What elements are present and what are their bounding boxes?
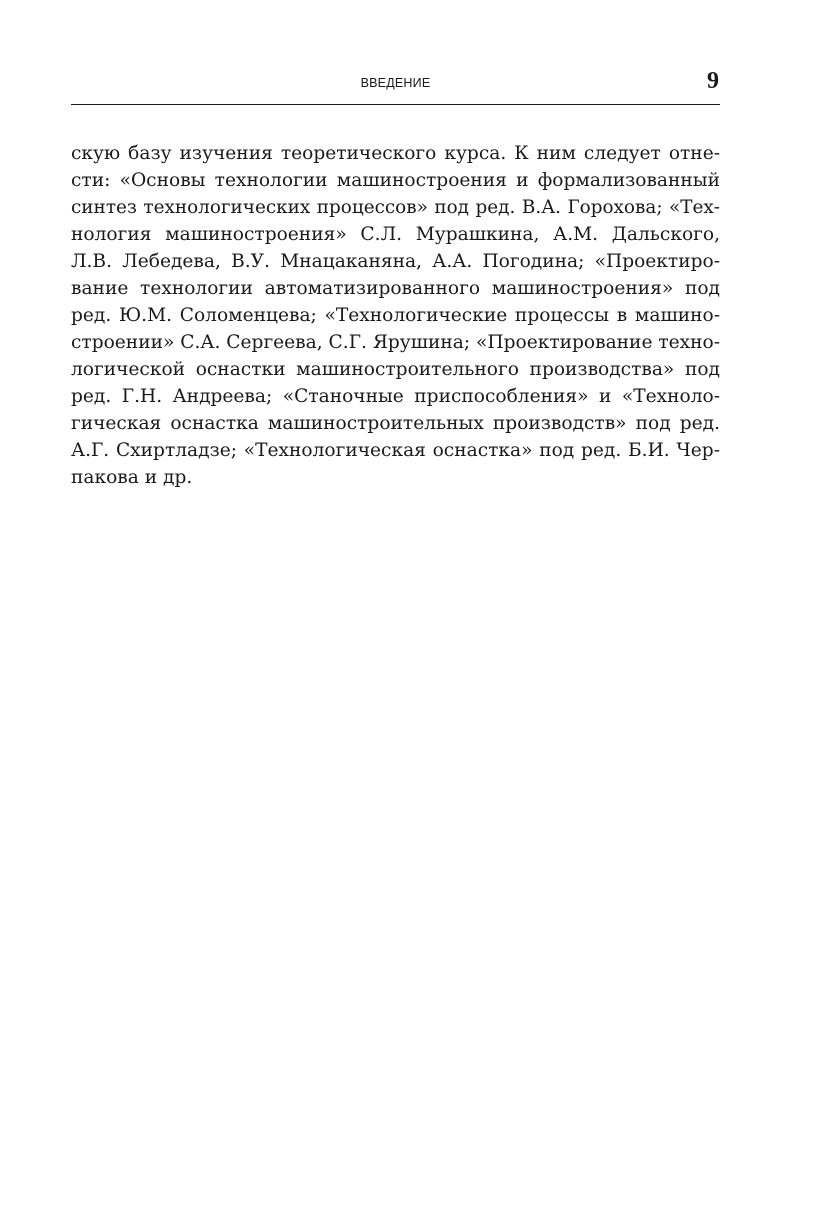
body-paragraph (71, 140, 720, 491)
text-line: синтез технологических процессов» под ред. В.А. Горохова; «Тех- (71, 197, 720, 218)
text-line: строении» С.А. Сергеева, С.Г. Ярушина; «Проектирование техно- (71, 332, 721, 353)
text-line: пакова и др. (71, 467, 193, 488)
running-header (71, 66, 720, 105)
section-title: ВВЕДЕНИЕ (360, 76, 431, 90)
text-line: скую базу изучения теоретического курса. К ним следует отне- (71, 143, 720, 164)
text-line: сти: «Основы технологии машиностроения и формализованный (71, 170, 720, 191)
text-line: Л.В. Лебедева, В.У. Мнацаканяна, А.А. Погодина; «Проектиро- (71, 251, 720, 272)
text-line: логической оснастки машиностроительного производства» под (71, 359, 720, 380)
text-line: ред. Ю.М. Соломенцева; «Технологические процессы в машино- (71, 305, 720, 326)
text-line: гическая оснастка машиностроительных производств» под ред. (71, 413, 720, 434)
text-line: нология машиностроения» С.Л. Мурашкина, А.М. Дальского, (71, 224, 720, 245)
page-number: 9 (707, 68, 719, 94)
text-line: А.Г. Схиртладзе; «Технологическая оснастка» под ред. Б.И. Чер- (71, 440, 720, 461)
text-line: вание технологии автоматизированного машиностроения» под (71, 278, 720, 299)
text-line: ред. Г.Н. Андреева; «Станочные приспособления» и «Техноло- (71, 386, 720, 407)
